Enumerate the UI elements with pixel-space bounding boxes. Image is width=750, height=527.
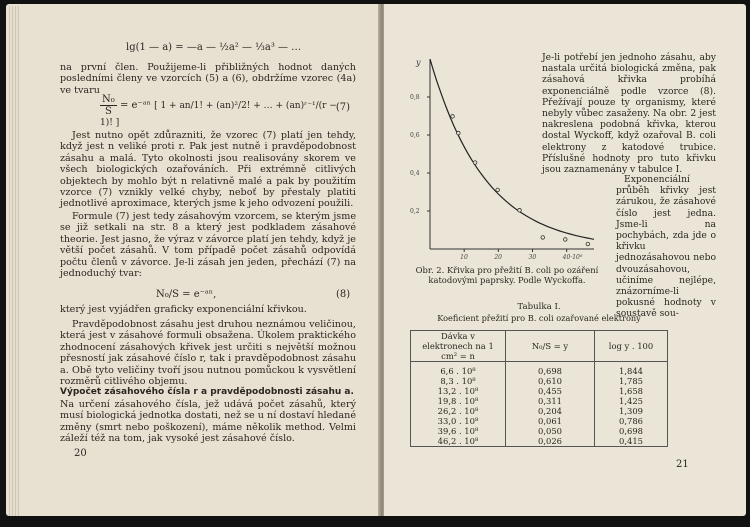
table-row: [411, 376, 668, 386]
cell-dose: 8,3 . 10⁸: [411, 376, 506, 386]
cell-log: 0,786: [619, 416, 643, 426]
paragraph-1: na první člen. Použijeme-li přibližných hodnot daných posledními členy ve vzorcích (5) a (6), obdržíme vzorec (4a) ve tvaru: [60, 62, 356, 96]
x-tick-label: 20: [494, 254, 502, 259]
cell-log: 1,658: [619, 386, 643, 396]
cell-log: 1,785: [619, 376, 643, 386]
y-tick-label: 0,2: [410, 208, 420, 215]
y-tick-label: 0,4: [410, 170, 420, 177]
data-point: [451, 115, 455, 119]
header-log: log y . 100: [608, 341, 654, 351]
cell-dose: 13,2 . 10⁸: [411, 386, 506, 396]
data-point: [541, 236, 545, 240]
eq8-number: (8): [336, 289, 351, 300]
cell-survival: 0,061: [506, 416, 595, 426]
cell-dose: 33,0 . 10⁸: [411, 416, 506, 426]
x-tick-label: 30: [528, 254, 537, 259]
table-row: [411, 362, 668, 377]
table-row: [411, 416, 668, 426]
cell-dose: 19,8 . 10⁸: [411, 396, 506, 406]
cell-dose: 26,2 . 10⁸: [411, 406, 506, 416]
paragraph-4: který jest vyjádřen graficky exponenciální křivkou.: [60, 304, 307, 315]
eq7-number: (7): [335, 102, 350, 113]
cell-survival: 0,698: [506, 362, 595, 377]
data-point: [518, 208, 522, 212]
open-book: [6, 4, 746, 522]
table-title: Tabulka I.: [517, 302, 561, 312]
right-paragraph-2: Exponenciální průběh křivky jest zárukou, že zásahové číslo jest jedna. Jsme-li na pochybách, zda jde o křivku jednozásahovou nebo dvouzásahovou, učiníme nejlépe, znázorníme-li pokusné hodnoty v soustavě sou-: [616, 174, 716, 320]
paragraph-2: Jest nutno opět zdůrazniti, že vzorec (7) platí jen tehdy, když jest n veliké proti r. Pak jest nutně i pravděpodobnost zásahu a malá. Tyto okolnosti jsou realisovány skorem ve všech biologických ozařováních. Při extrémně citlivých objektech by mohlo být n relativně malé a pak by použitím vzorce (7) vznikly velké chyby, neboť by přestaly platiti jednotlivé aproximace, kterých jsme k jeho odvození použili.: [60, 130, 356, 210]
cell-dose: 46,2 . 10⁸: [411, 436, 506, 447]
y-tick-label: 0,8: [410, 94, 420, 101]
table-subtitle: Koeficient přežití pro B. coli ozařované elektrony: [437, 313, 641, 323]
equation-8: N₀/S = e⁻ᵃⁿ,: [156, 289, 217, 300]
eq7-numerator: N₀: [102, 94, 115, 105]
x-tick-label: 40·10⁸: [562, 254, 583, 259]
page-number-left: 20: [74, 448, 87, 459]
eq7-exponential: = e⁻ᵃⁿ: [119, 100, 151, 111]
table-row: [411, 396, 668, 406]
data-point: [473, 161, 477, 165]
eq7-fraction: [100, 94, 117, 117]
data-point: [457, 131, 461, 135]
section-heading: Výpočet zásahového čísla r a pravděpodobnosti zásahu a.: [60, 387, 354, 397]
table-row: [411, 436, 668, 447]
cell-log: 1,309: [619, 406, 643, 416]
left-page: [6, 4, 380, 516]
cell-survival: 0,311: [506, 396, 595, 406]
cell-survival: 0,050: [506, 426, 595, 436]
data-point: [496, 188, 500, 192]
right-page: [384, 4, 746, 516]
cell-survival: 0,026: [506, 436, 595, 447]
cell-survival: 0,204: [506, 406, 595, 416]
y-tick-label: 0,6: [410, 132, 420, 139]
figure-caption: Obr. 2. Křivka pro přežití B. coli po ozáření katodovými paprsky. Podle Wyckoffa.: [415, 265, 599, 285]
cell-log: 0,415: [619, 436, 643, 446]
data-point: [564, 238, 568, 242]
x-tick-label: 10: [460, 254, 468, 259]
eq7-series: [ 1 + an/1! + (an)²/2! + … + (an)ʳ⁻¹/(r − 1)! ]: [100, 101, 337, 128]
page-edges: [9, 6, 19, 516]
cell-log: 1,844: [619, 366, 643, 376]
header-dose: Dávka v elektronech na 1 cm² = n: [411, 331, 506, 362]
paragraph-5: Pravděpodobnost zásahu jest druhou neznámou veličinou, která jest v zásahové formuli obsažena. Úkolem praktického zhodnocení zásahových křivek jest určiti s největší možnou přesností jak zásahové číslo r, tak i pravděpodobnost zásahu a. Obě tyto veličiny tvoří jsou nutnou pomůckou k vysvětlení rozměrů citlivého objemu.: [60, 319, 356, 388]
right-paragraph-1: Je-li potřebí jen jednoho zásahu, aby nastala určitá biologická změna, pak zásahová křivka probíhá exponenciálně podle vzorce (8). Přežívají pouze ty organismy, které nebyly vůbec zasaženy. Na obr. 2 jest nakreslena podobná křivka, kterou dostal Wyckoff, když ozařoval B. coli elektrony z katodové trubice. Příslušné hodnoty pro tuto křivku jsou zaznamenány v tabulce I.: [542, 52, 716, 176]
y-axis-label: y: [416, 58, 421, 67]
cell-log: 1,425: [619, 396, 643, 406]
header-survival: N₀/S = y: [506, 331, 595, 362]
cell-dose: 39,6 . 10⁸: [411, 426, 506, 436]
eq7-denominator: S: [104, 106, 112, 117]
table-row: [411, 426, 668, 436]
paragraph-3: Formule (7) jest tedy zásahovým vzorcem, se kterým jsme se již setkali na str. 8 a který jest podkladem zásahové theorie. Jest jasno, že výraz v závorce platí jen tehdy, když je větší počet zásahů. V tom případě počet zásahů odpovídá počtu členů v závorce. Je-li zásah jen jeden, přechází (7) na jednoduchý tvar:: [60, 211, 356, 280]
table-row: [411, 386, 668, 396]
cell-log: 0,698: [619, 426, 643, 436]
page-number-right: 21: [676, 459, 689, 470]
cell-dose: 6,6 . 10⁸: [411, 362, 506, 377]
table-row: [411, 406, 668, 416]
paragraph-6: Na určení zásahového čísla, jež udává počet zásahů, který musí biologická jednotka dostati, než se u ní dostaví hledané změny (smrt nebo poškození), máme několik method. Velmi záleží též na tom, jak vysoké jest zásahové číslo.: [60, 399, 356, 445]
cell-survival: 0,455: [506, 386, 595, 396]
cell-survival: 0,610: [506, 376, 595, 386]
data-table: [410, 330, 668, 447]
equation-7: [100, 94, 350, 128]
data-point: [586, 242, 590, 246]
formula-log: lg(1 — a) = —a — ½a² — ⅓a³ — …: [126, 42, 302, 53]
table-header-row: [411, 331, 668, 362]
